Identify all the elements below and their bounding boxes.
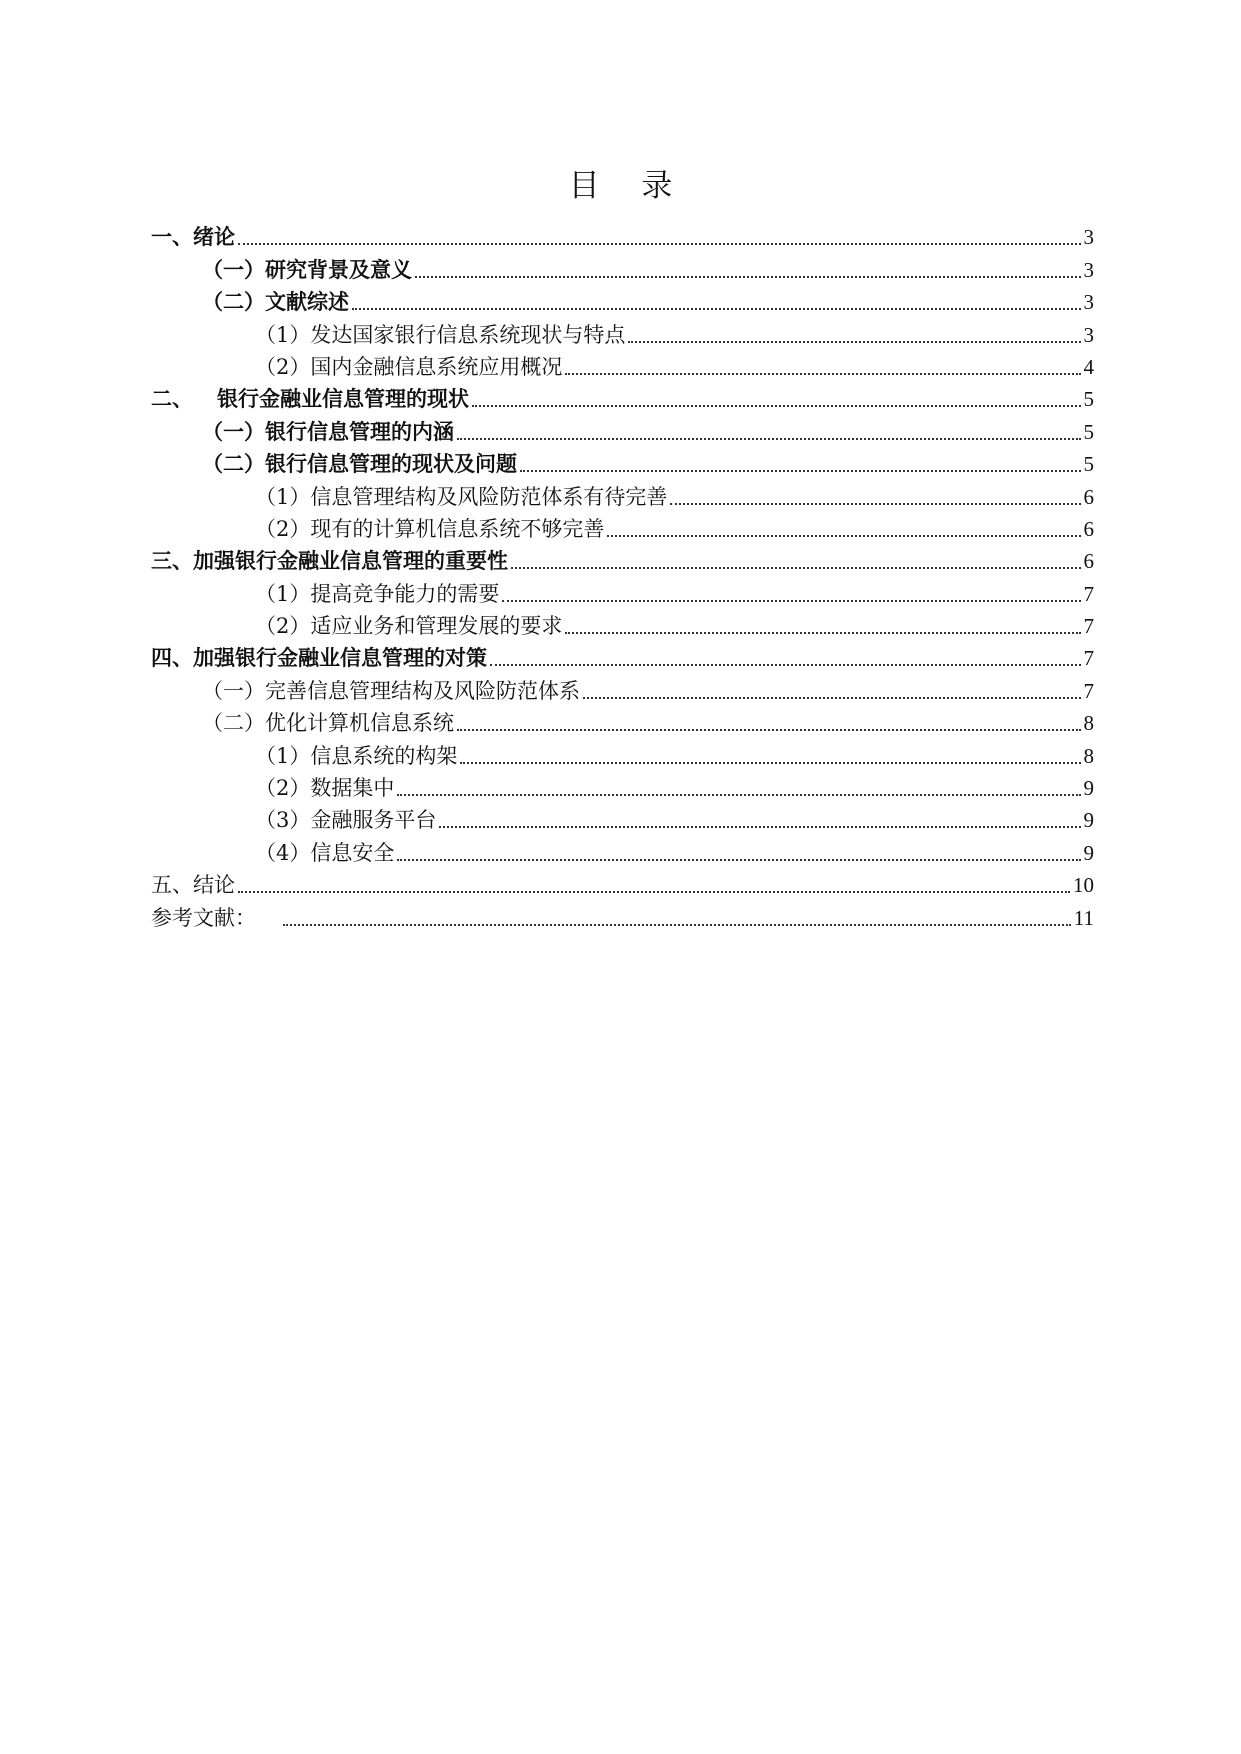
- toc-entry[interactable]: [151, 674, 1094, 706]
- dot-leader: [457, 728, 1081, 731]
- toc-entry-page: 7: [1083, 646, 1094, 671]
- toc-entry-page: 7: [1083, 581, 1094, 606]
- toc-entry-label: （1）信息管理结构及风险防范体系有待完善: [255, 484, 668, 509]
- toc-entry-page: 3: [1083, 322, 1094, 347]
- page-title: 目 录: [568, 168, 689, 204]
- toc-entry[interactable]: [151, 577, 1094, 609]
- toc-entry[interactable]: [151, 836, 1094, 868]
- toc-entry[interactable]: [151, 707, 1094, 739]
- toc-entry[interactable]: [151, 804, 1094, 836]
- dot-leader: [283, 923, 1071, 926]
- dot-leader: [607, 534, 1080, 537]
- toc-entry[interactable]: [151, 318, 1094, 350]
- dot-leader: [511, 566, 1081, 569]
- toc-entry-label: （3）金融服务平台: [255, 808, 437, 833]
- toc-entry[interactable]: [151, 545, 1094, 577]
- dot-leader: [460, 761, 1080, 764]
- toc-entry-page: 3: [1083, 225, 1094, 250]
- toc-entry[interactable]: [151, 448, 1094, 480]
- dot-leader: [565, 631, 1080, 634]
- toc-entry[interactable]: [151, 869, 1094, 901]
- toc-entry[interactable]: [151, 901, 1094, 933]
- toc-entry-label: （4）信息安全: [255, 840, 395, 865]
- toc-entry-label: （1）信息系统的构架: [255, 743, 458, 768]
- toc-entry-label: （二）优化计算机信息系统: [202, 711, 454, 736]
- toc-entry-label: （1）提高竞争能力的需要: [255, 581, 500, 606]
- toc-entry-page: 7: [1083, 678, 1094, 703]
- toc-entry-label: （2）数据集中: [255, 776, 395, 801]
- toc-entry-page: 5: [1083, 452, 1094, 477]
- dot-leader: [415, 275, 1081, 278]
- dot-leader: [457, 437, 1081, 440]
- toc-entry-page: 9: [1083, 840, 1094, 865]
- dot-leader: [472, 404, 1081, 407]
- dot-leader: [397, 858, 1080, 861]
- toc-entry-page: 6: [1083, 484, 1094, 509]
- dot-leader: [238, 242, 1081, 245]
- toc-entry[interactable]: [151, 221, 1094, 253]
- toc-entry-page: 5: [1083, 419, 1094, 444]
- toc-entry[interactable]: [151, 772, 1094, 804]
- toc-entry-page: 7: [1083, 614, 1094, 639]
- toc-entry-label: 参考文献：: [151, 905, 256, 930]
- table-of-contents: [151, 221, 1094, 934]
- toc-entry-label: （一）研究背景及意义: [202, 257, 412, 282]
- toc-entry[interactable]: [151, 286, 1094, 318]
- toc-entry-label: （一）银行信息管理的内涵: [202, 419, 454, 444]
- toc-entry-page: 6: [1083, 549, 1094, 574]
- toc-entry-label: （2）适应业务和管理发展的要求: [255, 614, 563, 639]
- toc-entry-page: 11: [1073, 905, 1094, 930]
- toc-entry-label: （2）国内金融信息系统应用概况: [255, 354, 563, 379]
- toc-entry-label-text: 银行金融业信息管理的现状: [217, 387, 469, 412]
- dot-leader: [628, 340, 1080, 343]
- toc-entry-label: （一）完善信息管理结构及风险防范体系: [202, 678, 580, 703]
- toc-entry-page: 3: [1083, 290, 1094, 315]
- toc-entry[interactable]: [151, 642, 1094, 674]
- toc-entry[interactable]: [151, 415, 1094, 447]
- dot-leader: [670, 502, 1080, 505]
- toc-entry-page: 6: [1083, 516, 1094, 541]
- toc-entry[interactable]: [151, 351, 1094, 383]
- toc-entry-page: 5: [1083, 387, 1094, 412]
- toc-entry[interactable]: [151, 739, 1094, 771]
- toc-entry-page: 9: [1083, 808, 1094, 833]
- toc-entry[interactable]: [151, 253, 1094, 285]
- toc-entry-page: 9: [1083, 776, 1094, 801]
- toc-entry-label: 一、绪论: [151, 225, 235, 250]
- dot-leader: [352, 307, 1081, 310]
- toc-entry-label: 二、: [151, 387, 193, 412]
- dot-leader: [583, 696, 1081, 699]
- toc-entry-page: 3: [1083, 257, 1094, 282]
- dot-leader: [490, 663, 1081, 666]
- toc-entry[interactable]: [151, 383, 1094, 415]
- toc-entry-label: （2）现有的计算机信息系统不够完善: [255, 516, 605, 541]
- toc-entry-label: 四、加强银行金融业信息管理的对策: [151, 646, 487, 671]
- toc-entry[interactable]: [151, 610, 1094, 642]
- toc-entry-page: 8: [1083, 711, 1094, 736]
- toc-entry-label: （二）银行信息管理的现状及问题: [202, 452, 517, 477]
- toc-entry-label: （1）发达国家银行信息系统现状与特点: [255, 322, 626, 347]
- toc-entry-page: 10: [1073, 873, 1094, 898]
- toc-entry-page: 8: [1083, 743, 1094, 768]
- dot-leader: [238, 890, 1070, 893]
- toc-entry-label: 三、加强银行金融业信息管理的重要性: [151, 549, 508, 574]
- toc-entry[interactable]: [151, 513, 1094, 545]
- dot-leader: [397, 793, 1080, 796]
- toc-entry-label: 五、结论: [151, 873, 235, 898]
- dot-leader: [565, 372, 1080, 375]
- dot-leader: [502, 599, 1080, 602]
- toc-entry-page: 4: [1083, 354, 1094, 379]
- dot-leader: [439, 825, 1080, 828]
- toc-entry-label: （二）文献综述: [202, 290, 349, 315]
- toc-entry[interactable]: [151, 480, 1094, 512]
- dot-leader: [520, 469, 1081, 472]
